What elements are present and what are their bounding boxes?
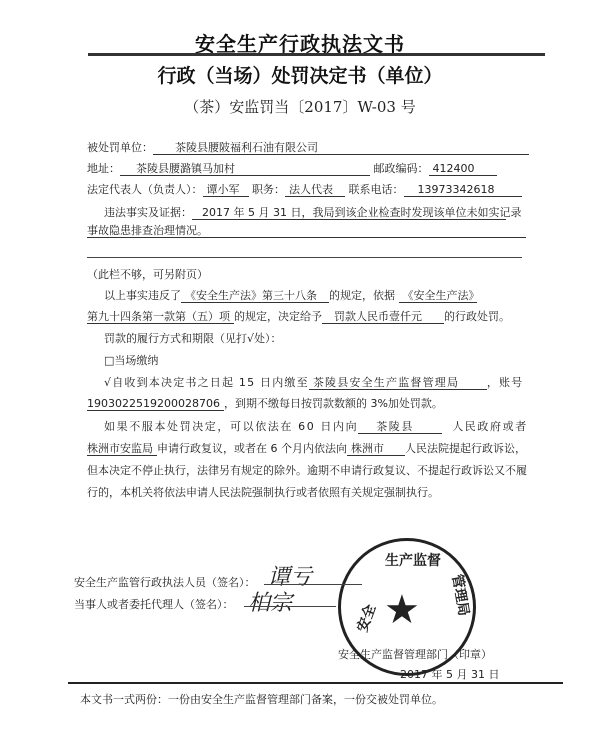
decision-row-1 bbox=[104, 287, 480, 303]
decision-text-b: 的规定，依据 bbox=[329, 289, 395, 302]
basis-law-2: 第九十四条第一款第（五）项 bbox=[87, 310, 234, 324]
penalty-value: 罚款人民币壹仟元 bbox=[322, 310, 444, 324]
phone-label: 联系电话： bbox=[348, 183, 404, 196]
payment-heading: 罚款的履行方式和期限（见打√处）： bbox=[104, 332, 282, 345]
phone-value: 13973342618 bbox=[404, 183, 522, 197]
appeal-row-1 bbox=[104, 418, 528, 434]
payee-value: 茶陵县安全生产监督管理局 bbox=[309, 376, 487, 390]
facts-row-1 bbox=[104, 204, 522, 220]
appeal-row-3: 但本决定不停止执行，法律另有规定的除外。逾期不申请行政复议、不提起行政诉讼又不履 bbox=[87, 464, 527, 477]
party-signature-row bbox=[74, 596, 234, 612]
party-unit-row bbox=[87, 139, 529, 155]
appeal-court: 株洲市 bbox=[347, 442, 405, 456]
appeal-row-2 bbox=[87, 440, 526, 456]
appeal-text-1: 如果不服本处罚决定，可以依法在 60 日内向 bbox=[104, 420, 359, 433]
seal-text-top: 生产监督 bbox=[385, 553, 441, 569]
postcode-value: 412400 bbox=[429, 162, 497, 176]
officer-sign-line bbox=[264, 584, 362, 585]
seal-star-icon: ★ bbox=[384, 587, 420, 633]
officer-signature: 谭亏 bbox=[268, 565, 313, 590]
facts-note: （此栏不够，可另附页） bbox=[87, 268, 208, 281]
position-label: 职务： bbox=[252, 183, 285, 196]
facts-row-2 bbox=[87, 224, 526, 238]
party-sign-line bbox=[244, 606, 336, 607]
legal-rep-row bbox=[87, 181, 522, 197]
appeal-text-2: 人民政府或者 bbox=[452, 420, 528, 433]
basis-law-1: 《安全生产法》 bbox=[399, 289, 477, 303]
payment-row-1 bbox=[104, 374, 523, 390]
document-title: 行政（当场）处罚决定书（单位） bbox=[157, 65, 443, 87]
unit-label: 被处罚单位： bbox=[87, 141, 153, 154]
series-title: 安全生产行政执法文书 bbox=[195, 32, 405, 56]
seal-text-right: 管理局 bbox=[448, 573, 472, 618]
address-row bbox=[87, 160, 497, 176]
unit-value: 茶陵县腰陂福利石油有限公司 bbox=[153, 141, 529, 155]
appeal-text-3: 申请行政复议，或者在 6 个月内依法向 bbox=[157, 442, 347, 455]
address-label: 地址： bbox=[87, 162, 120, 175]
officer-sign-label: 安全生产监管行政执法人员（签名）： bbox=[74, 576, 256, 589]
document-number: （茶）安监罚当〔2017〕W-03 号 bbox=[184, 98, 416, 116]
decision-date: 2017 年 5 月 31 日 bbox=[400, 668, 500, 681]
legal-rep-label: 法定代表人（负责人）： bbox=[87, 183, 203, 196]
facts-line-2: 事故隐患排查治理情况。 bbox=[87, 224, 526, 238]
appeal-bureau: 株洲市安监局 bbox=[87, 442, 157, 456]
decision-text-d: 的行政处罚。 bbox=[444, 310, 510, 323]
seal-text: 安全 bbox=[354, 602, 380, 635]
postcode-label: 邮政编码： bbox=[373, 162, 429, 175]
payment-row-2 bbox=[87, 395, 443, 411]
appeal-text-4: 人民法院提起行政诉讼， bbox=[405, 442, 526, 455]
position-value: 法人代表 bbox=[285, 183, 345, 197]
legal-rep-value: 谭小军 bbox=[203, 183, 249, 197]
officer-signature-row bbox=[74, 574, 256, 590]
account-number: 190302251920002870​6 bbox=[87, 397, 224, 411]
party-signature: 柏宗 bbox=[248, 591, 293, 616]
account-label: ，账号 bbox=[486, 376, 524, 389]
option-onsite: □当场缴纳 bbox=[104, 354, 159, 367]
party-sign-label: 当事人或者委托代理人（签名）： bbox=[74, 598, 234, 611]
facts-blank-line bbox=[87, 257, 522, 258]
facts-line-1: 2017 年 5 月 31 日，我局到该企业检查时发现该单位未如实记录 bbox=[192, 206, 506, 220]
decision-text-c: 的规定，决定给予 bbox=[234, 310, 322, 323]
footer-note: 本文书一式两份：一份由安全生产监督管理部门备案，一份交被处罚单位。 bbox=[80, 693, 443, 706]
appeal-gov: 茶陵县 bbox=[358, 420, 442, 434]
decision-row-2 bbox=[87, 308, 510, 324]
option-15-days: √自收到本决定书之日起 15 日内缴至 bbox=[104, 376, 309, 389]
header-rule bbox=[88, 53, 545, 56]
appeal-row-4: 行的，本机关将依法申请人民法院强制执行或者依照有关规定强制执行。 bbox=[87, 486, 439, 499]
violated-law: 《安全生产法》第三十八条 bbox=[181, 289, 329, 303]
footer-rule bbox=[68, 682, 563, 684]
late-fee-text: ，到期不缴每日按罚款数额的 3%加处罚款。 bbox=[223, 397, 443, 410]
dept-seal-label: 安全生产监督管理部门（印章） bbox=[338, 648, 492, 661]
address-value: 茶陵县腰潞镇马加村 bbox=[120, 162, 370, 176]
facts-label: 违法事实及证据： bbox=[104, 206, 192, 219]
decision-text-a: 以上事实违反了 bbox=[104, 289, 181, 302]
